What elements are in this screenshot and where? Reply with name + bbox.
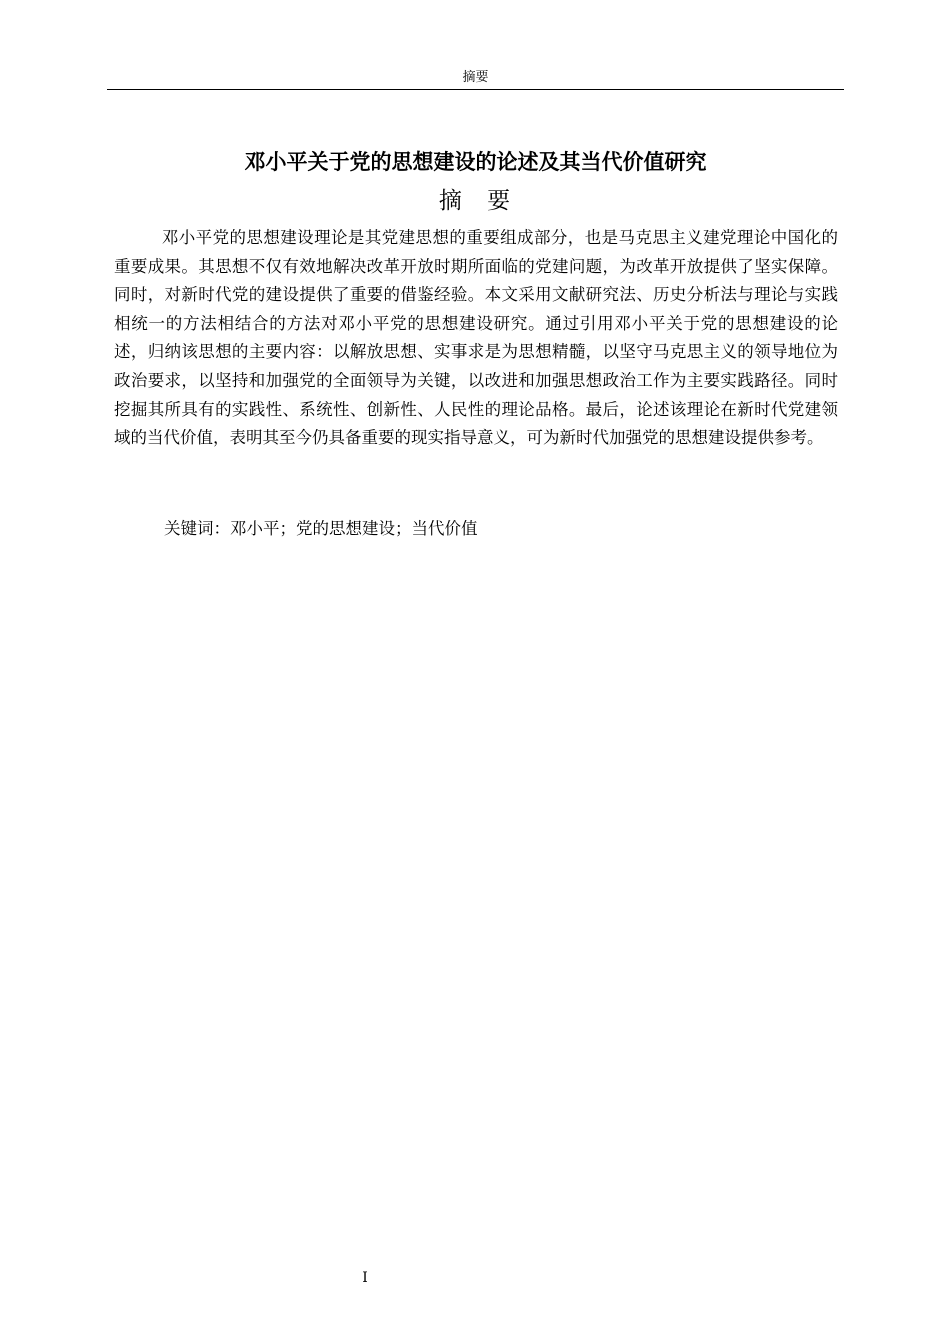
document-title: 邓小平关于党的思想建设的论述及其当代价值研究 (244, 150, 707, 174)
header-divider (107, 89, 844, 90)
page-number: I (362, 1270, 368, 1286)
abstract-paragraph: 邓小平党的思想建设理论是其党建思想的重要组成部分，也是马克思主义建党理论中国化的重要成果。其思想不仅有效地解决改革开放时期所面临的党建问题，为改革开放提供了坚实保障。同时，对新时代党的建设提供了重要的借鉴经验。本文采用文献研究法、历史分析法与理论与实践相统一的方法相结合的方法对邓小平党的思想建设研究。通过引用邓小平关于党的思想建设的论述，归纳该思想的主要内容：以解放思想、实事求是为思想精髓，以坚守马克思主义的领导地位为政治要求，以坚持和加强党的全面领导为关键，以改进和加强思想政治工作为主要实践路径。同时挖掘其所具有的实践性、系统性、创新性、人民性的理论品格。最后，论述该理论在新时代党建领域的当代价值，表明其至今仍具备重要的现实指导意义，可为新时代加强党的思想建设提供参考。 (114, 228, 838, 448)
keywords-line: 关键词：邓小平；党的思想建设；当代价值 (164, 519, 478, 538)
running-header: 摘要 (462, 70, 489, 85)
section-heading: 摘 要 (438, 188, 513, 214)
